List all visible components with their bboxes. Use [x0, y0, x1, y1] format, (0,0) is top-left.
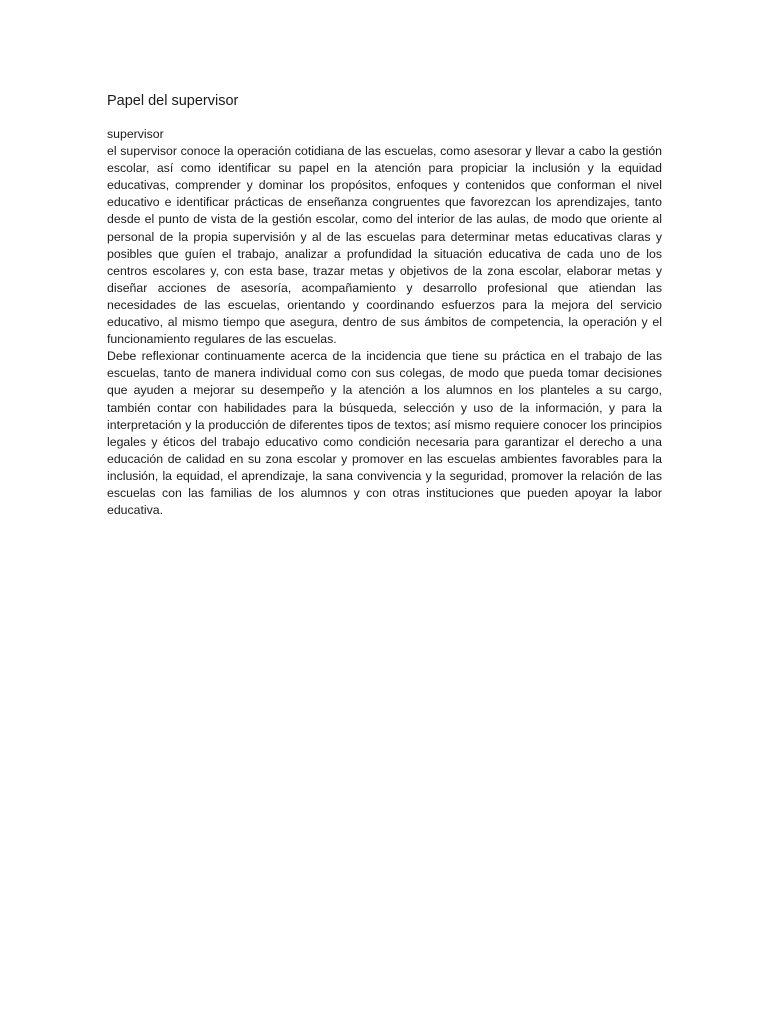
document-body	[107, 126, 662, 519]
subheading: supervisor	[107, 127, 164, 141]
document-title: Papel del supervisor	[107, 93, 239, 109]
paragraph-1: el supervisor conoce la operación cotidiana de las escuelas, como asesorar y llevar a cabo la gestión escolar, así como identificar su papel en la atención para propiciar la inclusión y la equidad educativas, comprender y dominar los propósitos, enfoques y contenidos que conforman el nivel educativo e identificar prácticas de enseñanza congruentes que favorezcan los aprendizajes, tanto desde el punto de vista de la gestión escolar, como del interior de las aulas, de modo que oriente al personal de la propia supervisión y al de las escuelas para determinar metas educativas claras y posibles que guíen el trabajo, analizar a profundidad la situación educativa de cada uno de los centros escolares y, con esta base, trazar metas y objetivos de la zona escolar, elaborar metas y diseñar acciones de asesoría, acompañamiento y desarrollo profesional que atiendan las necesidades de las escuelas, orientando y coordinando esfuerzos para la mejora del servicio educativo, al mismo tiempo que asegura, dentro de sus ámbitos de competencia, la operación y el funcionamiento regulares de las escuelas.	[107, 144, 662, 347]
paragraph-2: Debe reflexionar continuamente acerca de la incidencia que tiene su práctica en el trabajo de las escuelas, tanto de manera individual como con sus colegas, de modo que pueda tomar decisiones que ayuden a mejorar su desempeño y la atención a los alumnos en los planteles a su cargo, también contar con habilidades para la búsqueda, selección y uso de la información, y para la interpretación y la producción de diferentes tipos de textos; así mismo requiere conocer los principios legales y éticos del trabajo educativo como condición necesaria para garantizar el derecho a una educación de calidad en su zona escolar y promover en las escuelas ambientes favorables para la inclusión, la equidad, el aprendizaje, la sana convivencia y la seguridad, promover la relación de las escuelas con las familias de los alumnos y con otras instituciones que pueden apoyar la labor educativa.	[107, 349, 662, 518]
document-content	[107, 92, 662, 519]
